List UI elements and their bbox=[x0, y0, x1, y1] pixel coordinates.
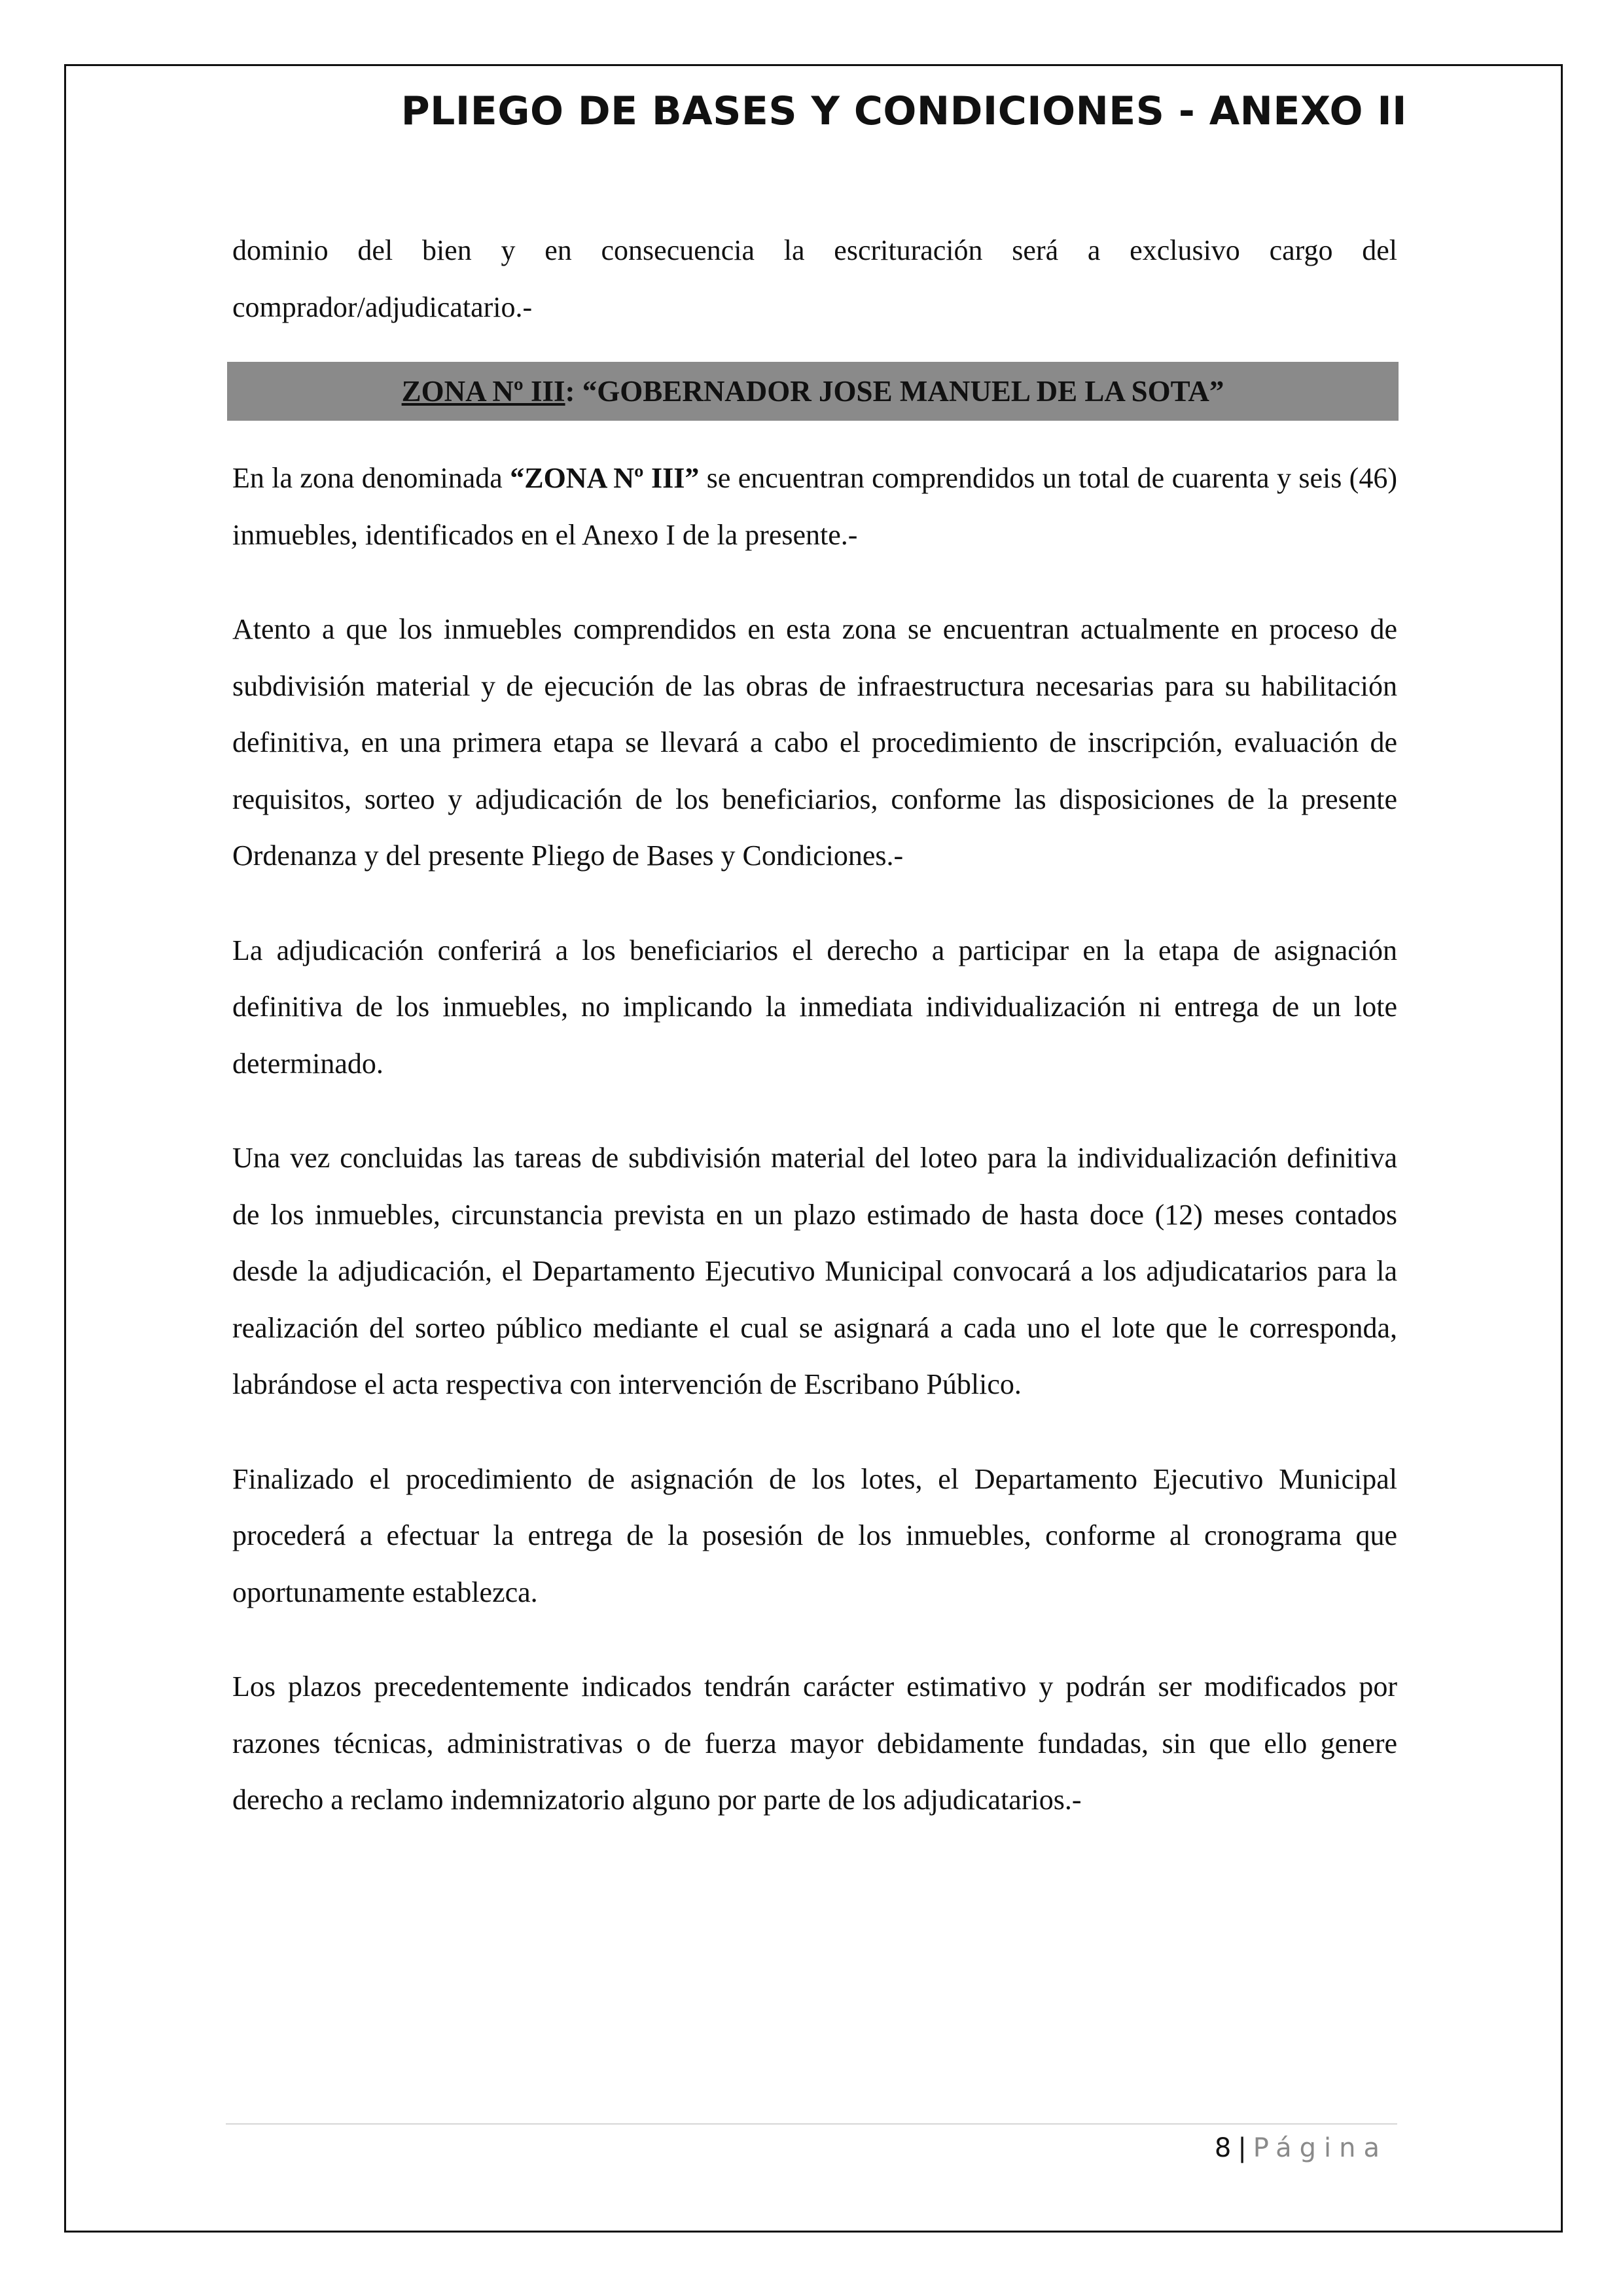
paragraph-adjudication: La adjudicación conferirá a los beneficiarios el derecho a participar en la etapa de asignación definitiva de los inmuebles, no implicando la inmediata individualización ni entrega de un lote determinado. bbox=[232, 934, 1397, 1080]
paragraph-first-stage: Atento a que los inmuebles comprendidos en esta zona se encuentran actualmente en proceso de subdivisión material y de ejecución de las obras de infraestructura necesarias para su habilitación definitiva, en una primera etapa se llevará a cabo el procedimiento de inscripción, evaluación de requisitos, sorteo y adjudicación de los beneficiarios, conforme las disposiciones de la presente Ordenanza y del presente Pliego de Bases y Condiciones.- bbox=[232, 613, 1397, 872]
footer-divider bbox=[226, 2123, 1397, 2125]
paragraph-subdivision: Una vez concluidas las tareas de subdivisión material del loteo para la individualización definitiva de los inmuebles, circunstancia prevista en un plazo estimado de hasta doce (12) meses contados desde la adjudicación, el Departamento Ejecutivo Municipal convocará a los adjudicatarios para la realización del sorteo público mediante el cual se asignará a cada uno el lote que le corresponda, labrándose el acta respectiva con intervención de Escribano Público. bbox=[232, 1142, 1397, 1400]
page-label: Página bbox=[1253, 2133, 1387, 2163]
paragraph-possession: Finalizado el procedimiento de asignación de los lotes, el Departamento Ejecutivo Municipal procederá a efectuar la entrega de la posesión de los inmuebles, conforme al cronograma que oportunamente establezca. bbox=[232, 1462, 1397, 1608]
paragraph-deadlines: Los plazos precedentemente indicados tendrán carácter estimativo y podrán ser modificados por razones técnicas, administrativas o de fuerza mayor debidamente fundadas, sin que ello genere derecho a reclamo indemnizatorio alguno por parte de los adjudicatarios.- bbox=[232, 1670, 1397, 1816]
zone-heading-bar bbox=[227, 362, 1399, 421]
paragraph-zone-intro-bold: “ZONA Nº III” bbox=[510, 462, 700, 494]
page-number: 8 bbox=[1214, 2133, 1232, 2163]
page-footer bbox=[1073, 2133, 1387, 2163]
document-body bbox=[232, 222, 1397, 1867]
paragraph-continuation: dominio del bien y en consecuencia la escrituración será a exclusivo cargo del comprador/adjudicatario.- bbox=[232, 234, 1397, 323]
zone-label: ZONA Nº III bbox=[401, 375, 565, 408]
document-header-title: PLIEGO DE BASES Y CONDICIONES - ANEXO II bbox=[401, 88, 1407, 134]
paragraph-zone-intro-post: se encuentran comprendidos un total de cuarenta y seis (46) inmuebles, identificados en el Anexo I de la presente.- bbox=[232, 462, 1397, 551]
paragraph-zone-intro bbox=[232, 450, 1397, 563]
zone-title: : “GOBERNADOR JOSE MANUEL DE LA SOTA” bbox=[565, 375, 1224, 408]
page-separator: | bbox=[1238, 2133, 1247, 2163]
paragraph-zone-intro-pre: En la zona denominada bbox=[232, 462, 510, 494]
